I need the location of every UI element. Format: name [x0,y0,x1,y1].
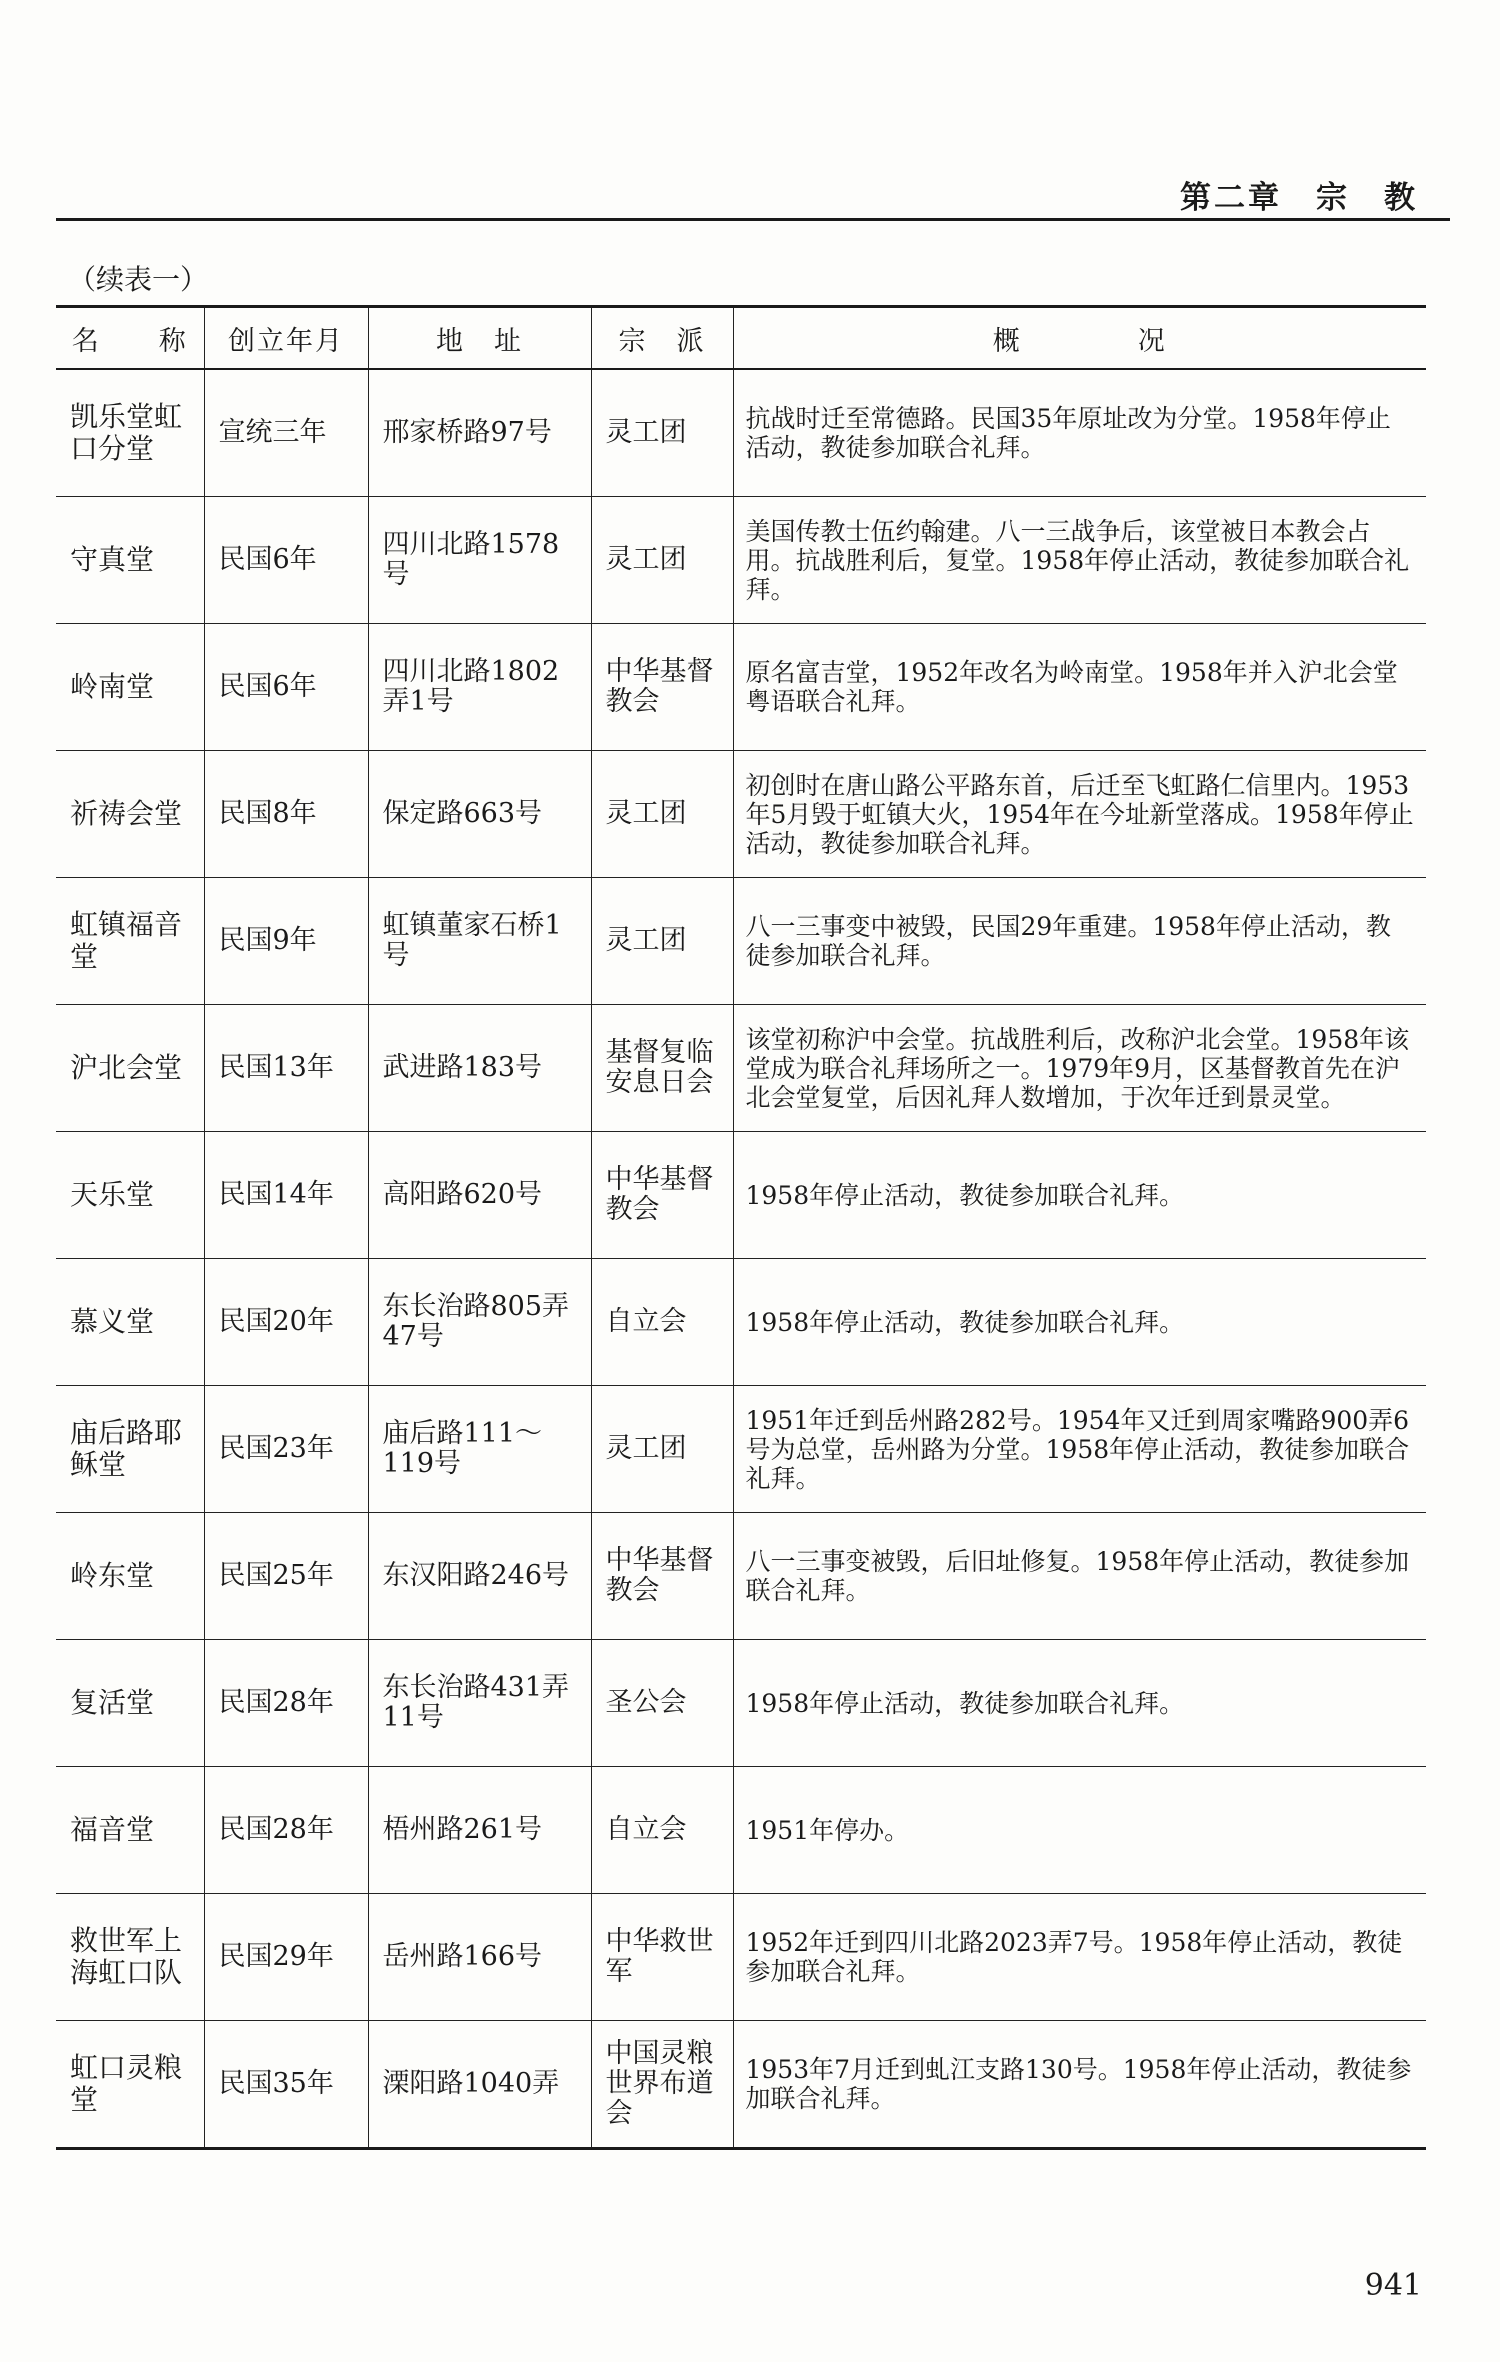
cell-overview: 1958年停止活动，教徒参加联合礼拜。 [733,1132,1426,1259]
cell-address: 四川北路1802弄1号 [368,624,591,751]
table-row [56,1132,1426,1259]
cell-address: 东长治路431弄11号 [368,1640,591,1767]
table-row [56,497,1426,624]
cell-founded: 民国9年 [204,878,368,1005]
table-row [56,1386,1426,1513]
cell-address: 东长治路805弄47号 [368,1259,591,1386]
cell-overview: 1951年迁到岳州路282号。1954年又迁到周家嘴路900弄6号为总堂，岳州路为分堂。1958年停止活动，教徒参加联合礼拜。 [733,1386,1426,1513]
cell-address: 岳州路166号 [368,1894,591,2021]
cell-name: 岭东堂 [56,1513,204,1640]
cell-founded: 民国28年 [204,1640,368,1767]
cell-address: 梧州路261号 [368,1767,591,1894]
cell-name: 祈祷会堂 [56,751,204,878]
column-header-address: 地 址 [368,307,591,370]
table-header-row [56,307,1426,370]
cell-founded: 民国6年 [204,624,368,751]
table-caption: （续表一） [68,263,209,296]
cell-name: 守真堂 [56,497,204,624]
cell-address: 东汉阳路246号 [368,1513,591,1640]
table-row [56,1894,1426,2021]
running-head: 第二章 宗 教 [1180,180,1418,216]
table-row [56,1767,1426,1894]
page-number: 941 [1364,2268,1422,2303]
cell-overview: 美国传教士伍约翰建。八一三战争后，该堂被日本教会占用。抗战胜利后，复堂。1958年停止活动，教徒参加联合礼拜。 [733,497,1426,624]
cell-founded: 民国14年 [204,1132,368,1259]
cell-founded: 民国25年 [204,1513,368,1640]
cell-overview: 1958年停止活动，教徒参加联合礼拜。 [733,1259,1426,1386]
cell-address: 虹镇董家石桥1号 [368,878,591,1005]
table-row [56,369,1426,497]
table-row [56,1259,1426,1386]
table-row [56,624,1426,751]
table-row [56,1640,1426,1767]
cell-address: 保定路663号 [368,751,591,878]
cell-founded: 宣统三年 [204,369,368,497]
cell-founded: 民国20年 [204,1259,368,1386]
cell-founded: 民国35年 [204,2021,368,2149]
cell-overview: 1958年停止活动，教徒参加联合礼拜。 [733,1640,1426,1767]
cell-denomination: 灵工团 [591,369,733,497]
cell-founded: 民国29年 [204,1894,368,2021]
cell-founded: 民国23年 [204,1386,368,1513]
table-row [56,1005,1426,1132]
cell-founded: 民国28年 [204,1767,368,1894]
cell-address: 武进路183号 [368,1005,591,1132]
cell-name: 虹口灵粮堂 [56,2021,204,2149]
cell-denomination: 中国灵粮世界布道会 [591,2021,733,2149]
cell-name: 岭南堂 [56,624,204,751]
cell-name: 救世军上海虹口队 [56,1894,204,2021]
cell-address: 溧阳路1040弄 [368,2021,591,2149]
header-rule [56,218,1450,221]
table-row [56,751,1426,878]
cell-denomination: 中华基督教会 [591,1513,733,1640]
cell-denomination: 中华基督教会 [591,624,733,751]
cell-overview: 1952年迁到四川北路2023弄7号。1958年停止活动，教徒参加联合礼拜。 [733,1894,1426,2021]
cell-name: 虹镇福音堂 [56,878,204,1005]
column-header-founded: 创立年月 [204,307,368,370]
cell-denomination: 中华救世军 [591,1894,733,2021]
cell-name: 慕义堂 [56,1259,204,1386]
cell-name: 福音堂 [56,1767,204,1894]
table-row [56,1513,1426,1640]
cell-overview: 抗战时迁至常德路。民国35年原址改为分堂。1958年停止活动，教徒参加联合礼拜。 [733,369,1426,497]
cell-overview: 1953年7月迁到虬江支路130号。1958年停止活动，教徒参加联合礼拜。 [733,2021,1426,2149]
cell-denomination: 灵工团 [591,1386,733,1513]
cell-overview: 八一三事变中被毁，民国29年重建。1958年停止活动，教徒参加联合礼拜。 [733,878,1426,1005]
cell-address: 庙后路111～119号 [368,1386,591,1513]
cell-name: 复活堂 [56,1640,204,1767]
cell-denomination: 自立会 [591,1767,733,1894]
column-header-overview: 概 况 [733,307,1426,370]
cell-founded: 民国6年 [204,497,368,624]
cell-address: 邢家桥路97号 [368,369,591,497]
column-header-denomination: 宗 派 [591,307,733,370]
table-row [56,878,1426,1005]
cell-overview: 初创时在唐山路公平路东首，后迁至飞虹路仁信里内。1953年5月毁于虹镇大火，1954年在今址新堂落成。1958年停止活动，教徒参加联合礼拜。 [733,751,1426,878]
cell-name: 凯乐堂虹口分堂 [56,369,204,497]
cell-overview: 原名富吉堂，1952年改名为岭南堂。1958年并入沪北会堂粤语联合礼拜。 [733,624,1426,751]
churches-table [56,305,1426,2150]
cell-overview: 该堂初称沪中会堂。抗战胜利后，改称沪北会堂。1958年该堂成为联合礼拜场所之一。1979年9月，区基督教首先在沪北会堂复堂，后因礼拜人数增加，于次年迁到景灵堂。 [733,1005,1426,1132]
column-header-name: 名 称 [56,307,204,370]
cell-address: 四川北路1578号 [368,497,591,624]
cell-denomination: 自立会 [591,1259,733,1386]
cell-denomination: 灵工团 [591,497,733,624]
cell-denomination: 中华基督教会 [591,1132,733,1259]
cell-denomination: 灵工团 [591,751,733,878]
cell-name: 庙后路耶稣堂 [56,1386,204,1513]
cell-denomination: 圣公会 [591,1640,733,1767]
cell-denomination: 灵工团 [591,878,733,1005]
cell-denomination: 基督复临安息日会 [591,1005,733,1132]
cell-overview: 八一三事变被毁，后旧址修复。1958年停止活动，教徒参加联合礼拜。 [733,1513,1426,1640]
cell-address: 高阳路620号 [368,1132,591,1259]
cell-founded: 民国8年 [204,751,368,878]
cell-overview: 1951年停办。 [733,1767,1426,1894]
table-row [56,2021,1426,2149]
cell-founded: 民国13年 [204,1005,368,1132]
cell-name: 沪北会堂 [56,1005,204,1132]
cell-name: 天乐堂 [56,1132,204,1259]
